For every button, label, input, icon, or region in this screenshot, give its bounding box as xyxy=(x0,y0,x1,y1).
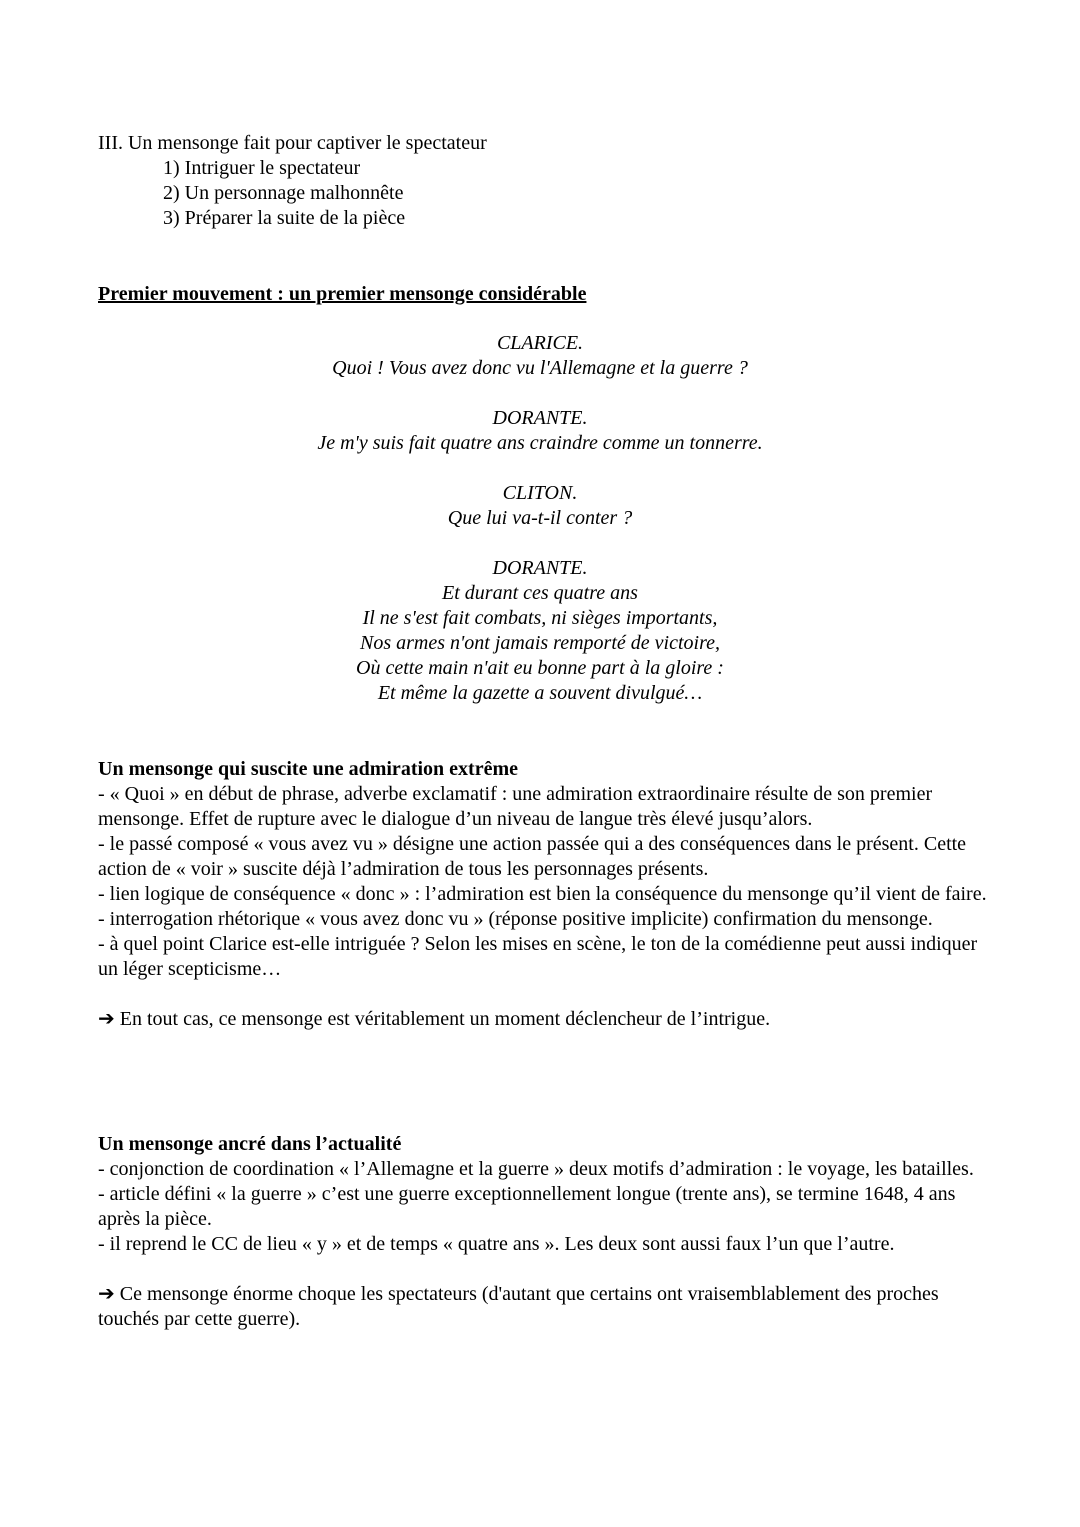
outline-heading: III. Un mensonge fait pour captiver le spectateur xyxy=(98,132,487,154)
speaker-name: CLITON. xyxy=(502,482,578,504)
outline-item: 2) Un personnage malhonnête xyxy=(163,182,404,204)
verse-line: Et même la gazette a souvent divulgué… xyxy=(377,682,703,704)
analysis-section xyxy=(98,757,988,1032)
analysis-point: - interrogation rhétorique « vous avez donc vu » (réponse positive implicite) confirmation du mensonge. xyxy=(98,908,933,930)
analysis-point: - article défini « la guerre » c’est une guerre exceptionnellement longue (trente ans), se termine 1648, 4 ans après la pièce. xyxy=(98,1183,956,1230)
analysis-point: - « Quoi » en début de phrase, adverbe exclamatif : une admiration extraordinaire résulte de son premier mensonge. Effet de rupture avec le dialogue d’un niveau de langue très élevé jusqu’alors. xyxy=(98,783,933,830)
analysis-point: - lien logique de conséquence « donc » : l’admiration est bien la conséquence du mensonge qu’il vient de faire. xyxy=(98,883,987,905)
excerpt-replica xyxy=(0,406,1080,456)
analysis-point: - conjonction de coordination « l’Allemagne et la guerre » deux motifs d’admiration : le voyage, les batailles. xyxy=(98,1158,974,1180)
verse-line: Quoi ! Vous avez donc vu l'Allemagne et la guerre ? xyxy=(332,357,748,379)
verse-line: Nos armes n'ont jamais remporté de victoire, xyxy=(360,632,720,654)
verse-line: Il ne s'est fait combats, ni sièges importants, xyxy=(362,607,718,629)
speaker-name: DORANTE. xyxy=(492,557,588,579)
verse-line: Je m'y suis fait quatre ans craindre comme un tonnerre. xyxy=(317,432,763,454)
analysis-point: - le passé composé « vous avez vu » désigne une action passée qui a des conséquences dans le présent. Cette action de « voir » suscite déjà l’admiration de tous les personnages présents. xyxy=(98,833,967,880)
movement-title: Premier mouvement : un premier mensonge considérable xyxy=(98,283,587,305)
speaker-name: DORANTE. xyxy=(492,407,588,429)
section-conclusion: ➔ Ce mensonge énorme choque les spectateurs (d'autant que certains ont vraisemblablement des proches touchés par cette guerre). xyxy=(98,1283,939,1330)
play-excerpt xyxy=(0,331,1080,731)
excerpt-replica xyxy=(0,481,1080,531)
analysis-point: - il reprend le CC de lieu « y » et de temps « quatre ans ». Les deux sont aussi faux l’un que l’autre. xyxy=(98,1233,895,1255)
excerpt-replica xyxy=(0,556,1080,706)
outline-item: 1) Intriguer le spectateur xyxy=(163,157,361,179)
speaker-name: CLARICE. xyxy=(496,332,584,354)
verse-line: Où cette main n'ait eu bonne part à la gloire : xyxy=(356,657,724,679)
outline xyxy=(98,131,487,231)
section-title: Un mensonge qui suscite une admiration extrême xyxy=(98,758,518,780)
verse-line: Que lui va-t-il conter ? xyxy=(447,507,633,529)
excerpt-replica xyxy=(0,331,1080,381)
analysis-point: - à quel point Clarice est-elle intriguée ? Selon les mises en scène, le ton de la comédienne peut aussi indiquer un léger scepticisme… xyxy=(98,933,978,980)
outline-item: 3) Préparer la suite de la pièce xyxy=(163,207,406,229)
section-conclusion: ➔ En tout cas, ce mensonge est véritablement un moment déclencheur de l’intrigue. xyxy=(98,1008,771,1030)
verse-line: Et durant ces quatre ans xyxy=(442,582,638,604)
section-title: Un mensonge ancré dans l’actualité xyxy=(98,1133,402,1155)
analysis-section xyxy=(98,1132,988,1332)
